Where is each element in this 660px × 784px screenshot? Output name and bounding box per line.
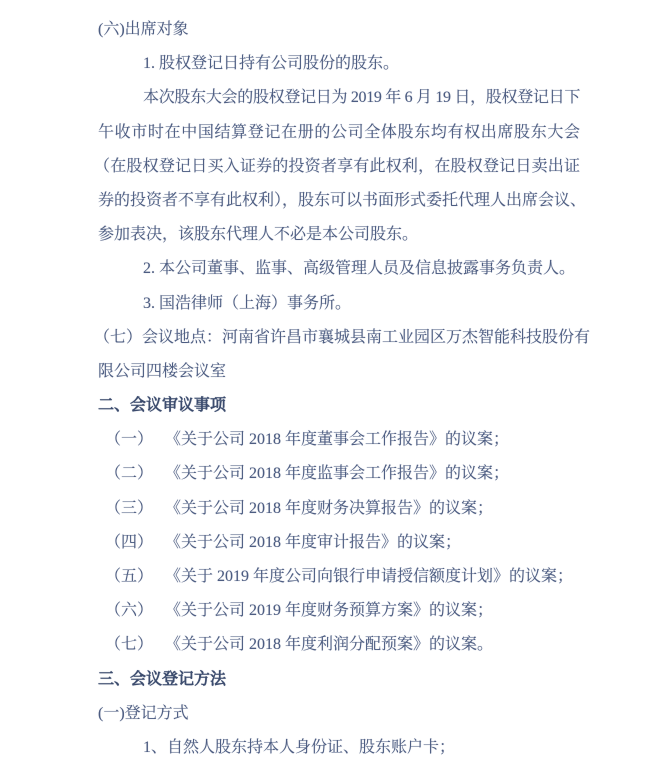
agenda-item-6-text: 《关于公司 2019 年度财务预算方案》的议案；: [165, 602, 494, 620]
registration-method-item-1: 1、自然人股东持本人身份证、股东账户卡；: [143, 738, 456, 756]
registration-method-subheading: (一)登记方式: [98, 704, 189, 722]
agenda-item-3-marker: （三）: [105, 499, 154, 517]
agenda-heading: 二、会议审议事项: [98, 397, 227, 415]
agenda-item-1-text: 《关于公司 2018 年度董事会工作报告》的议案；: [165, 431, 510, 449]
agenda-item-7: [98, 628, 580, 662]
agenda-item-2-text: 《关于公司 2018 年度监事会工作报告》的议案；: [165, 465, 510, 483]
agenda-item-1: [98, 423, 580, 457]
agenda-item-5-text: 《关于 2019 年度公司向银行申请授信额度计划》的议案；: [165, 568, 574, 585]
agenda-item-4-marker: （四）: [105, 533, 154, 551]
agenda-item-5: [98, 560, 580, 594]
attendees-heading: (六)出席对象: [98, 21, 189, 38]
record-date-paragraph-line-2: 午收市时在中国结算登记在册的公司全体股东均有权出席股东大会: [98, 123, 580, 141]
agenda-item-2-marker: （二）: [105, 465, 154, 483]
registration-method-heading: 三、会议登记方法: [98, 670, 227, 688]
attendees-item-2: 2. 本公司董事、监事、高级管理人员及信息披露事务负责人。: [143, 260, 576, 278]
attendees-item-3: 3. 国浩律师（上海）事务所。: [143, 294, 352, 312]
agenda-item-3-text: 《关于公司 2018 年度财务决算报告》的议案；: [165, 499, 494, 517]
agenda-item-5-marker: （五）: [105, 568, 154, 585]
agenda-item-3: [98, 492, 580, 526]
agenda-item-1-marker: （一）: [105, 431, 154, 449]
agenda-item-4: [98, 526, 580, 560]
agenda-item-4-text: 《关于公司 2018 年度审计报告》的议案；: [165, 533, 462, 551]
agenda-item-2: [98, 457, 580, 491]
record-date-paragraph-line-1: 本次股东大会的股权登记日为 2019 年 6 月 19 日，股权登记日下: [143, 89, 580, 107]
attendees-item-1: 1. 股权登记日持有公司股份的股东。: [143, 55, 400, 73]
venue-line-2: 限公司四楼会议室: [98, 362, 227, 380]
venue-line-1: （七）会议地点：河南省许昌市襄城县南工业园区万杰智能科技股份有: [94, 328, 591, 346]
agenda-item-6-marker: （六）: [105, 602, 154, 620]
record-date-paragraph-line-5: 参加表决，该股东代理人不必是本公司股东。: [98, 226, 419, 244]
agenda-item-7-marker: （七）: [105, 636, 154, 654]
agenda-item-6: [98, 594, 580, 628]
agenda-item-7-text: 《关于公司 2018 年度利润分配预案》的议案。: [165, 636, 494, 654]
record-date-paragraph-line-3: （在股权登记日买入证券的投资者享有此权利，在股权登记日卖出证: [94, 157, 580, 175]
record-date-paragraph-line-4: 券的投资者不享有此权利），股东可以书面形式委托代理人出席会议、: [98, 191, 587, 209]
